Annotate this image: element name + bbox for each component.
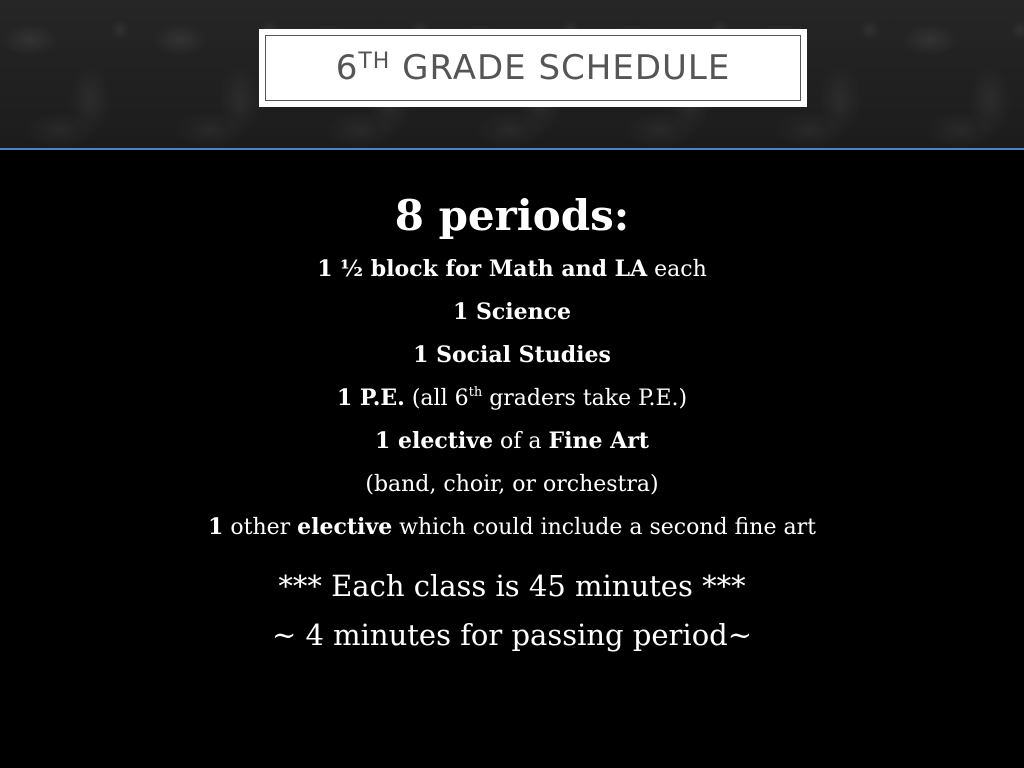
list-item-band-choir-orchestra: (band, choir, or orchestra): [365, 472, 659, 497]
slide-title: [336, 48, 731, 88]
pe-pre: (all 6: [404, 386, 469, 411]
title-suffix: GRADE SCHEDULE: [390, 48, 731, 88]
math-la-rest: each: [647, 257, 707, 282]
title-prefix: 6: [335, 48, 359, 88]
title-box: [260, 30, 806, 106]
passing-period-note: ~ 4 minutes for passing period~: [271, 618, 753, 652]
slide-content: [0, 188, 1024, 660]
title-superscript: TH: [358, 49, 391, 74]
list-item-pe: [0, 377, 1024, 420]
elective-bold: 1 elective: [375, 428, 494, 454]
science-bold: 1 Science: [453, 299, 571, 325]
other-elective-bold: elective: [297, 514, 393, 540]
pe-post: graders take P.E.): [482, 386, 688, 411]
list-item-other-elective: [0, 506, 1024, 549]
math-la-bold: 1 ½ block for Math and LA: [317, 256, 648, 282]
list-item-science: [0, 291, 1024, 334]
spacer: [0, 549, 1024, 562]
list-item-elective-fine-art: [0, 420, 1024, 463]
other-elective-num: 1: [208, 514, 224, 540]
pe-bold: 1 P.E.: [336, 385, 405, 411]
title-box-inner: [265, 35, 801, 101]
list-item-social-studies: [0, 334, 1024, 377]
social-studies-bold: 1 Social Studies: [413, 342, 611, 368]
other-elective-rest: which could include a second fine art: [392, 515, 816, 540]
list-item-math-la: [0, 248, 1024, 291]
pe-superscript: th: [468, 385, 483, 400]
fine-art-bold: Fine Art: [548, 428, 649, 454]
other-elective-mid: other: [223, 515, 298, 540]
periods-heading: 8 periods:: [394, 191, 630, 240]
header-divider: [0, 148, 1024, 150]
elective-mid: of a: [493, 429, 549, 454]
class-length-note: *** Each class is 45 minutes ***: [278, 569, 746, 603]
